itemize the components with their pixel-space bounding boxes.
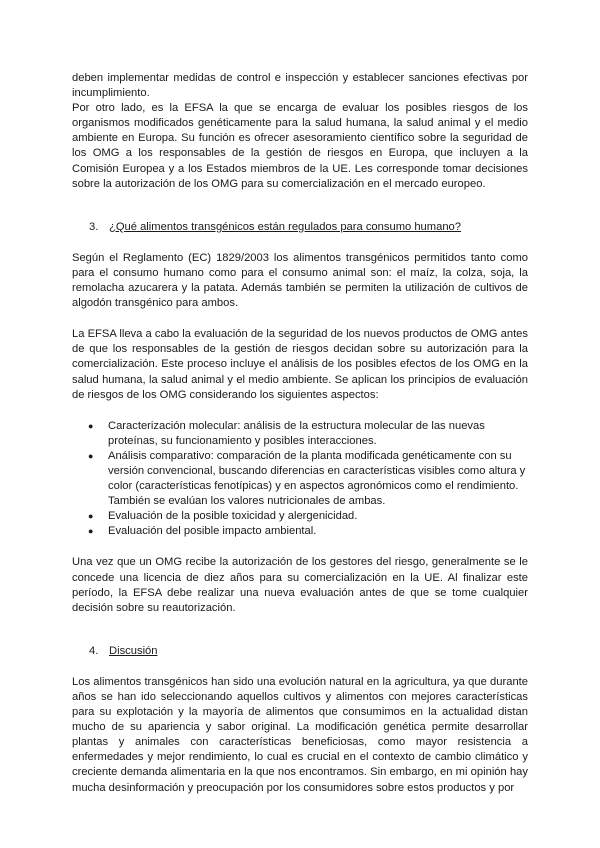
list-item bbox=[72, 524, 528, 539]
section-heading-4 bbox=[89, 644, 528, 659]
list-item-text: Análisis comparativo: comparación de la planta modificada genéticamente con su versión convencional, buscando diferencias en características visibles como altura y color (características fenotípicas) y en aspectos agronómicos como el rendimiento. También se evalúan los valores nutricionales de ambas. bbox=[108, 449, 526, 508]
bullet-icon: ● bbox=[88, 450, 94, 461]
paragraph-efsa-evaluation: La EFSA lleva a cabo la evaluación de la seguridad de los nuevos productos de OMG antes de que los responsables de la gestión de riesgos decidan sobre su autorización para la comercialización. Este proceso incluye el análisis de los posibles efectos de los OMG en la salud humana, la salud animal y el medio ambiente. Se aplican los principios de evaluación de riesgos de los OMG considerando los siguientes aspectos: bbox=[72, 328, 528, 401]
aspects-list bbox=[72, 419, 528, 540]
bullet-icon: ● bbox=[88, 526, 94, 537]
section-title: Discusión bbox=[109, 644, 158, 657]
bullet-icon: ● bbox=[88, 511, 94, 522]
paragraph-discussion: Los alimentos transgénicos han sido una evolución natural en la agricultura, ya que durante años se han ido seleccionando aquellos cultivos y alimentos con mejores características para su explotación y la mayoría de alimentos que consumimos en la actualidad distan mucho de su apariencia y sabor original. La modificación genética permite desarrollar plantas y animales con características beneficiosas, como mayor resistencia a enfermedades y mejor rendimiento, lo cual es crucial en el contexto de cambio climático y creciente demanda alimentaria en la que nos encontramos. Sin embargo, en mi opinión hay mucha desinformación y preocupación por los consumidores sobre estos productos y por bbox=[72, 675, 528, 794]
list-item-text: Evaluación de la posible toxicidad y alergenicidad. bbox=[108, 510, 358, 523]
paragraph-regulation: Según el Reglamento (EC) 1829/2003 los alimentos transgénicos permitidos tanto como para el consumo humano como para el consumo animal son: el maíz, la colza, soja, la remolacha azucarera y la patata. Además también se permiten la utilización de cultivos de algodón transgénico para ambos. bbox=[72, 251, 528, 310]
paragraph-authorization: Una vez que un OMG recibe la autorización de los gestores del riesgo, generalmente se le concede una licencia de diez años para su comercialización en la UE. Al finalizar este período, la EFSA debe realizar una nueva evaluación antes de que se tome cualquier decisión sobre su reautorización. bbox=[72, 556, 528, 614]
list-item-text: Evaluación del posible impacto ambiental. bbox=[108, 525, 317, 538]
list-item bbox=[72, 419, 528, 449]
section-number: 3. bbox=[89, 220, 99, 233]
section-number: 4. bbox=[89, 644, 99, 657]
section-heading-3 bbox=[89, 220, 528, 235]
list-item bbox=[72, 509, 528, 524]
bullet-icon: ● bbox=[88, 420, 94, 431]
list-item-text: Caracterización molecular: análisis de la estructura molecular de las nuevas proteínas, su funcionamiento y posibles interacciones. bbox=[108, 419, 485, 447]
paragraph-sanctions: deben implementar medidas de control e inspección y establecer sanciones efectivas por incumplimiento. bbox=[72, 72, 528, 100]
list-item bbox=[72, 449, 528, 509]
section-title: ¿Qué alimentos transgénicos están regulados para consumo humano? bbox=[109, 220, 461, 233]
document-body bbox=[72, 71, 528, 796]
paragraph-efsa-role: Por otro lado, es la EFSA la que se encarga de evaluar los posibles riesgos de los organismos modificados genéticamente para la salud humana, la salud animal y el medio ambiente en Europa. Su función es ofrecer asesoramiento científico sobre la seguridad de los OMG a los responsables de la gestión de riesgos en Europa, que incluyen a la Comisión Europea y a los Estados miembros de la UE. Les corresponde tomar decisiones sobre la autorización de los OMG para su comercialización en el mercado europeo. bbox=[72, 102, 528, 190]
